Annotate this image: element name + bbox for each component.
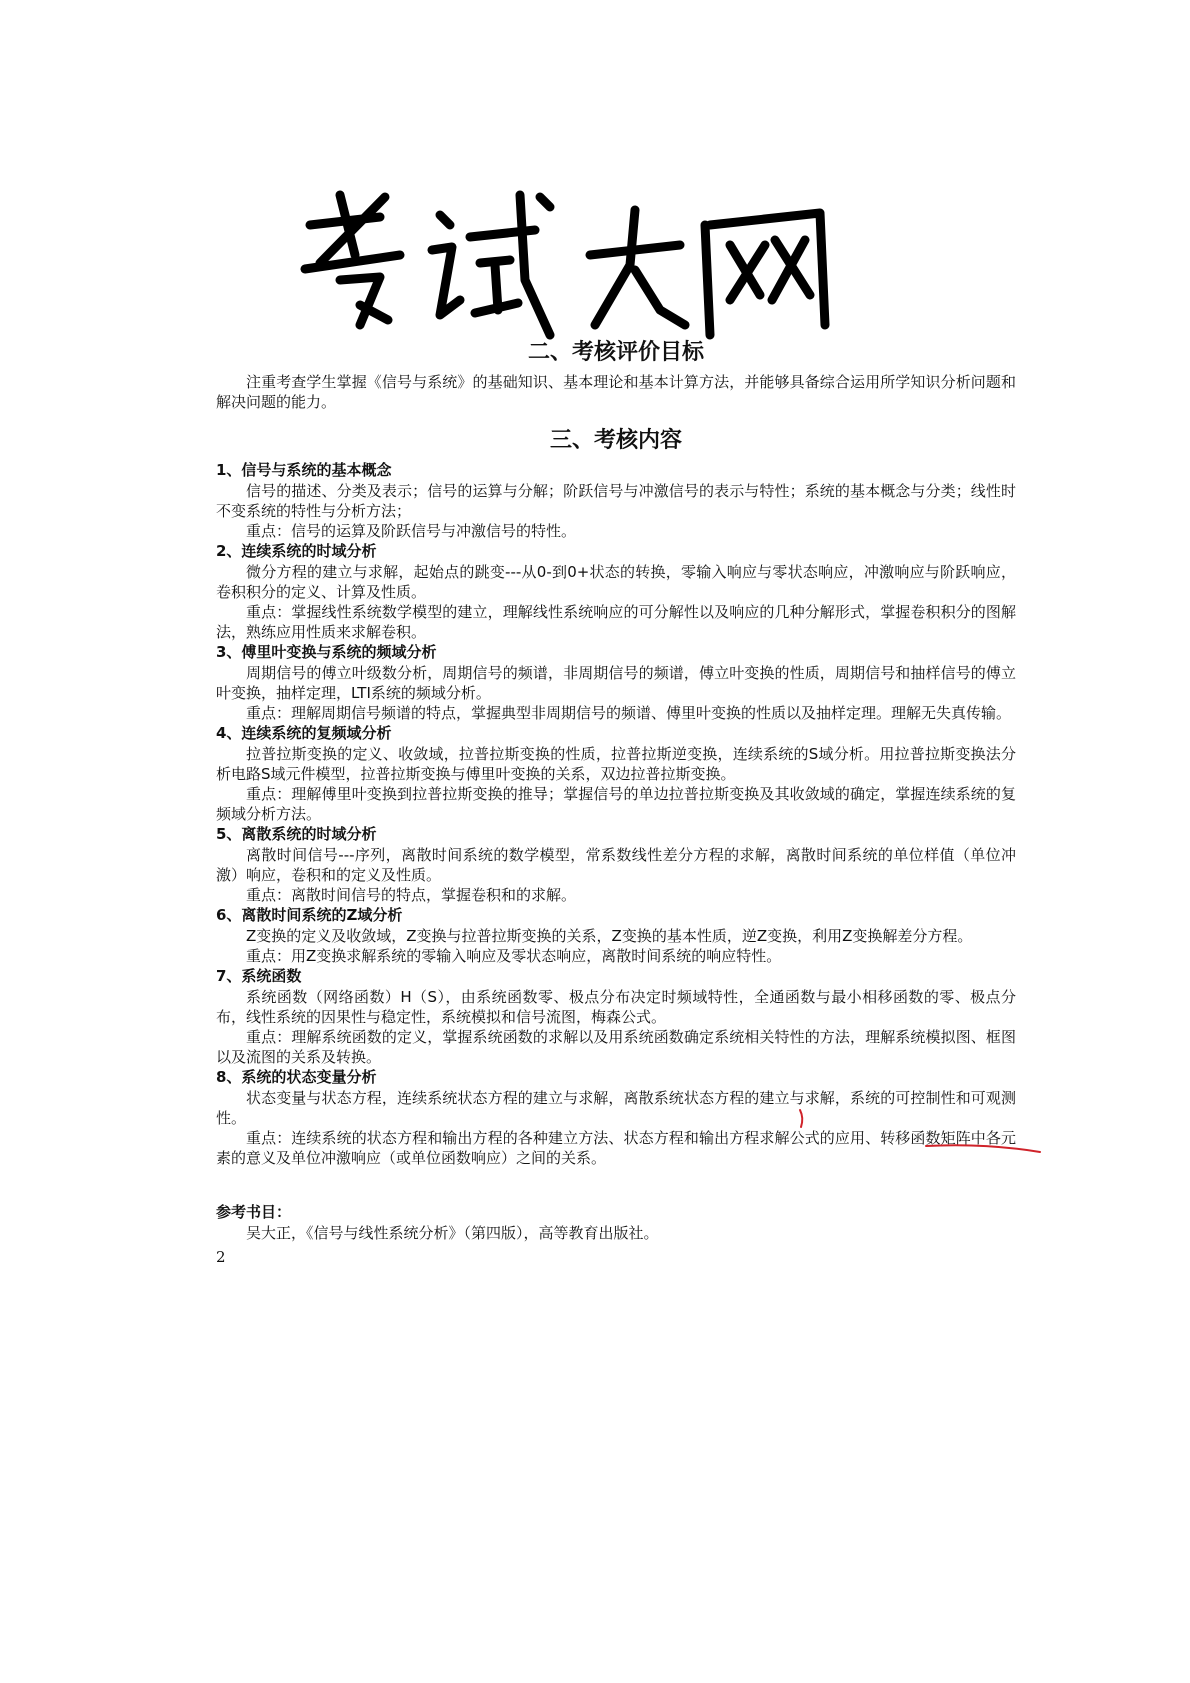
references-section (216, 1202, 1016, 1243)
content-heading: 三、考核内容 (549, 428, 682, 453)
page-number: 2 (216, 1248, 226, 1266)
topic-body: 系统函数（网络函数）H（S），由系统函数零、极点分布决定时频域特性，全通函数与最小相移函数的零、极点分布，线性系统的因果性与稳定性，系统模拟和信号流图，梅森公式。 (216, 988, 1016, 1026)
topic-title: 2、连续系统的时域分析 (216, 542, 377, 560)
topic-title: 3、傅里叶变换与系统的频域分析 (216, 643, 437, 661)
topic-title: 7、系统函数 (216, 967, 302, 985)
topic-key-points: 重点：用Z变换求解系统的零输入响应及零状态响应，离散时间系统的响应特性。 (246, 947, 782, 965)
topic-key-points: 重点：理解傅里叶变换到拉普拉斯变换的推导；掌握信号的单边拉普拉斯变换及其收敛域的确定，掌握连续系统的复频域分析方法。 (216, 785, 1016, 823)
topic-3 (216, 642, 1016, 723)
topic-title: 8、系统的状态变量分析 (216, 1068, 377, 1086)
topic-body: 信号的描述、分类及表示；信号的运算与分解；阶跃信号与冲激信号的表示与特性；系统的基本概念与分类；线性时不变系统的特性与分析方法； (216, 482, 1016, 520)
topic-body: 拉普拉斯变换的定义、收敛域，拉普拉斯变换的性质，拉普拉斯逆变换，连续系统的S域分析。用拉普拉斯变换法分析电路S域元件模型，拉普拉斯变换与傅里叶变换的关系，双边拉普拉斯变换。 (216, 745, 1016, 783)
topic-4 (216, 723, 1016, 824)
topic-2 (216, 541, 1016, 642)
document-content (216, 338, 1016, 1267)
topic-key-points: 重点：掌握线性系统数学模型的建立，理解线性系统响应的可分解性以及响应的几种分解形式，掌握卷积积分的图解法，熟练应用性质来求解卷积。 (216, 603, 1016, 641)
topic-key-points: 重点：连续系统的状态方程和输出方程的各种建立方法、状态方程和输出方程求解公式的应用、转移函数矩阵中各元素的意义及单位冲激响应（或单位函数响应）之间的关系。 (216, 1129, 1016, 1167)
topic-8 (216, 1067, 1016, 1168)
topic-body: 微分方程的建立与求解，起始点的跳变---从0-到0+状态的转换，零输入响应与零状态响应，冲激响应与阶跃响应，卷积积分的定义、计算及性质。 (216, 563, 1016, 601)
topic-key-points: 重点：理解周期信号频谱的特点，掌握典型非周期信号的频谱、傅里叶变换的性质以及抽样定理。理解无失真传输。 (246, 704, 1012, 722)
topic-title: 4、连续系统的复频域分析 (216, 724, 392, 742)
topic-body: 状态变量与状态方程，连续系统状态方程的建立与求解，离散系统状态方程的建立与求解，系统的可控制性和可观测性。 (216, 1089, 1016, 1127)
references-heading: 参考书目： (216, 1203, 292, 1221)
topic-1 (216, 460, 1016, 541)
topic-body: 离散时间信号---序列，离散时间系统的数学模型，常系数线性差分方程的求解，离散时间系统的单位样值（单位冲激）响应，卷积和的定义及性质。 (216, 846, 1016, 884)
topic-5 (216, 824, 1016, 905)
topic-7 (216, 966, 1016, 1067)
topic-key-points: 重点：离散时间信号的特点，掌握卷积和的求解。 (246, 886, 577, 904)
topic-title: 6、离散时间系统的Z域分析 (216, 906, 403, 924)
references-text: 吴大正，《信号与线性系统分析》（第四版），高等教育出版社。 (246, 1224, 659, 1242)
topic-body: Z变换的定义及收敛域，Z变换与拉普拉斯变换的关系，Z变换的基本性质，逆Z变换，利用Z变换解差分方程。 (246, 927, 973, 945)
topic-key-points: 重点：信号的运算及阶跃信号与冲激信号的特性。 (246, 522, 577, 540)
topic-6 (216, 905, 1016, 966)
objectives-text: 注重考查学生掌握《信号与系统》的基础知识、基本理论和基本计算方法，并能够具备综合运用所学知识分析问题和解决问题的能力。 (216, 373, 1016, 411)
topic-title: 5、离散系统的时域分析 (216, 825, 377, 843)
handwritten-title (300, 185, 860, 345)
objectives-heading: 二、考核评价目标 (527, 340, 704, 365)
topic-key-points: 重点：理解系统函数的定义，掌握系统函数的求解以及用系统函数确定系统相关特性的方法，理解系统模拟图、框图以及流图的关系及转换。 (216, 1028, 1016, 1066)
topic-title: 1、信号与系统的基本概念 (216, 461, 392, 479)
topic-body: 周期信号的傅立叶级数分析，周期信号的频谱，非周期信号的频谱，傅立叶变换的性质，周期信号和抽样信号的傅立叶变换，抽样定理，LTI系统的频域分析。 (216, 664, 1016, 702)
